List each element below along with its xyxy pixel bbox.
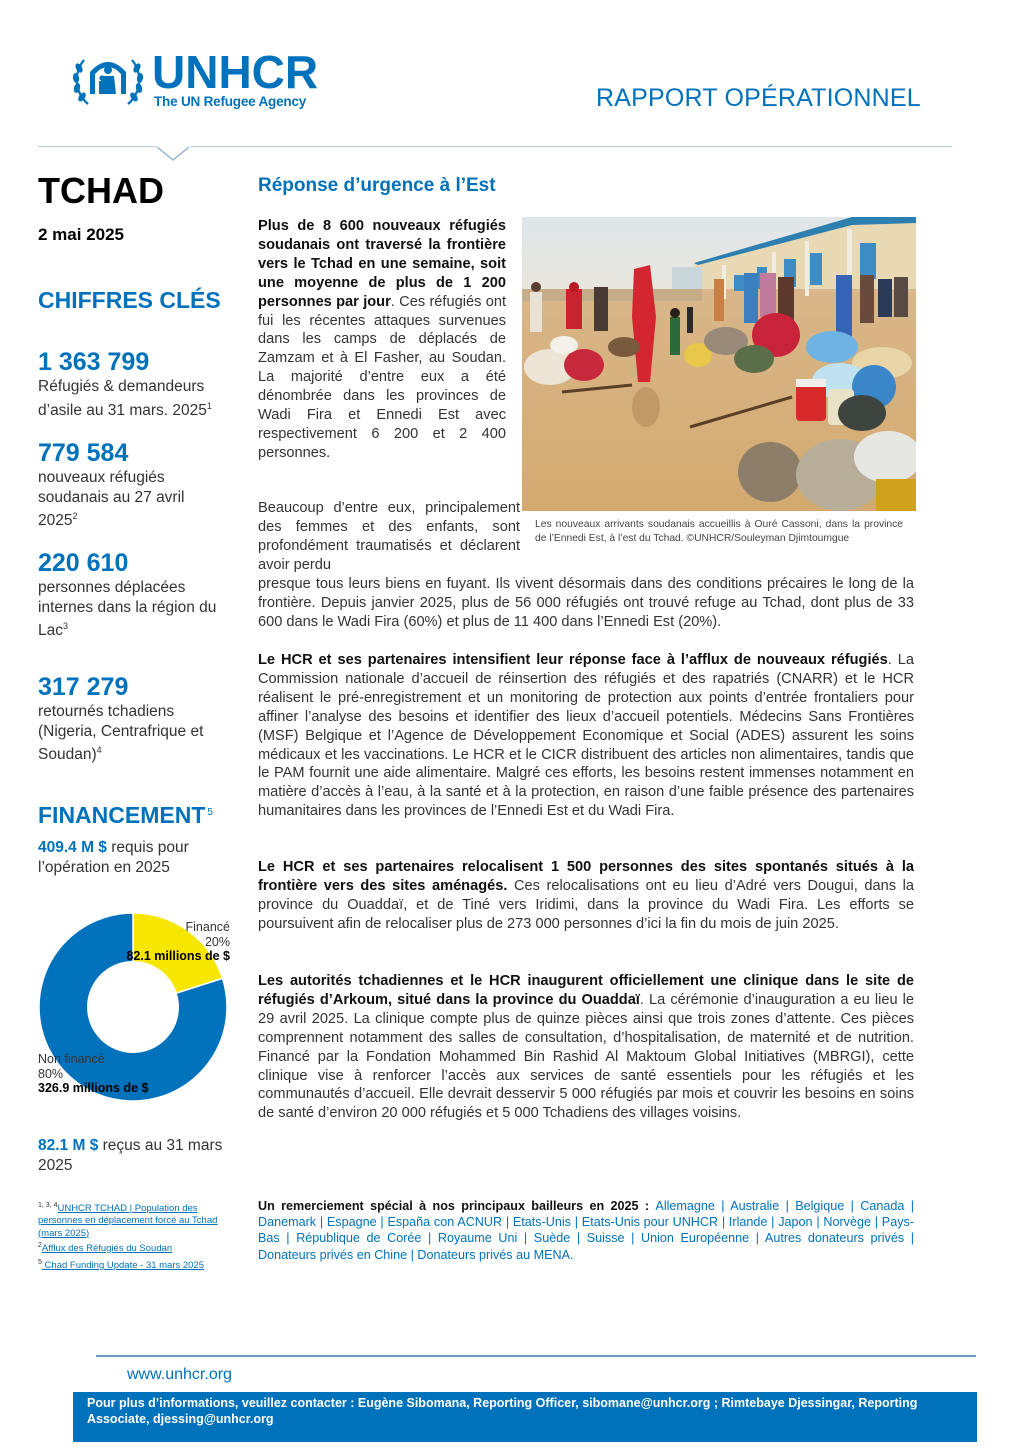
donor-item: Norvège [823, 1215, 871, 1230]
donor-separator: | [718, 1215, 729, 1230]
donor-separator: | [904, 1231, 915, 1246]
key-figure-idps [38, 548, 223, 641]
footnote-link-funding-update[interactable]: Chad Funding Update - 31 mars 2025 [41, 1260, 205, 1272]
paragraph-clinic: Les autorités tchadiennes et le HCR inaugurent officiellement une clinique dans le site de réfugiés d’Arkoum, situé dans la province du Ouaddaï. La cérémonie d’inauguration a eu lieu le 29 avril 2025. La clinique compte plus de quinze pièces ainsi que trois zones d’attente. Ces pièces comprennent notamment des salles de consultation, d’hospitalisation, de maternité et de nutrition. Financé par la Fondation Mohammed Bin Rashid Al Maktoum Global Initiatives (MBRGI), cette clinique vise à renforcer l’accès aux services de santé essentiels pour les réfugiés et les communautés d’accueil. Elle devrait desservir 5 000 réfugiés par mois et couvrir les besoins en soins de santé d’environ 20 000 réfugiés et 5 000 Tchadiens des villages voisins. [258, 973, 915, 1122]
donor-item: Autres donateurs privés [764, 1231, 905, 1246]
paragraph-relocation: Le HCR et ses partenaires relocalisent 1 500 personnes des sites spontanés situés à la frontière vers des sites aménagés. Ces relocalisations ont eu lieu d’Adré vers Dougui, dans la province du Ouaddaï, et de Tiné vers Iridimi, dans la province du Wadi Fira. Les efforts se poursuivent afin de relocaliser plus de 273 000 personnes d’ici la fin du mois de juin 2025. [258, 859, 914, 932]
donor-separator: | [316, 1215, 327, 1230]
donor-item: Donateurs privés en Chine [258, 1247, 408, 1262]
key-figure-value: 220 610 [38, 549, 129, 577]
key-figure-value: 1 363 799 [38, 348, 150, 376]
unhcr-emblem-icon [70, 48, 146, 112]
chevron-down-icon [156, 146, 190, 162]
donor-separator: | [812, 1215, 824, 1230]
paragraph-new-arrivals: Plus de 8 600 nouveaux réfugiés soudanais ont traversé la frontière vers le Tchad en une semaine, soit une moyenne de plus de 1 200 personnes par jour. Ces réfugiés ont fui les récentes attaques survenues dans les camps de déplacés de Zamzam et à El Fasher, au Soudan. La majorité d’entre eux a été dénombrée dans les provinces de Wadi Fira et Ennedi Est avec respectivement 6 200 et 2 400 personnes. [258, 218, 506, 461]
donor-separator: | [570, 1215, 582, 1230]
logo-tagline: The UN Refugee Agency [154, 94, 307, 109]
donors-lead: Un remerciement spécial à nos principaux bailleurs en 2025 : [258, 1199, 656, 1213]
key-figure-value: 779 584 [38, 439, 129, 467]
donut-label-unfunded: Non financé 80% 326.9 millions de $ [38, 1052, 149, 1095]
donor-separator: | [779, 1199, 796, 1213]
donor-item: République de Corée [296, 1231, 422, 1246]
logo-wordmark: UNHCR [152, 46, 319, 98]
donor-item: Etats-Unis [512, 1215, 571, 1230]
donors-acknowledgement [258, 1198, 914, 1263]
unhcr-website-link[interactable]: www.unhcr.org [127, 1366, 232, 1383]
funding-received: 82.1 M $ reçus au 31 mars 2025 [38, 1137, 223, 1174]
donor-item: Pays-Bas [258, 1215, 914, 1246]
paragraph-trauma-part2: presque tous leurs biens en fuyant. Ils vivent désormais dans des conditions précaires le long de la frontière. Depuis janvier 2025, plus de 56 000 réfugiés ont trouvé refuge au Tchad, dont plus de 33 600 dans le Wadi Fira (60%) et plus de 11 400 dans l’Ennedi Est (20%). [258, 576, 914, 630]
footer-divider [96, 1355, 976, 1357]
key-figure-new-refugees [38, 438, 213, 531]
donor-item: Allemagne [655, 1199, 715, 1213]
donor-separator: | [279, 1231, 297, 1246]
donor-item: Suède [533, 1231, 571, 1246]
donor-item: España con ACNUR [387, 1215, 503, 1230]
key-figure-label: retournés tchadiens (Nigeria, Centrafrique et Soudan)$^4$ [38, 703, 204, 764]
donut-label-funded: Financé 20% 82.1 millions de $ [126, 920, 230, 963]
key-figure-value: 317 279 [38, 673, 129, 701]
report-date: 2 mai 2025 [38, 225, 125, 244]
donor-item: Australie [730, 1199, 780, 1213]
donor-item: Japon [778, 1215, 813, 1230]
funding-required: 409.4 M $ requis pour l’opération en 2025 [38, 839, 189, 876]
donor-separator: | [407, 1247, 418, 1262]
footnote-1: $^{1, 3, 4}$UNHCR TCHAD | Population des personnes en déplacement forcé au Tchad (mars 2025) [38, 1202, 218, 1239]
footnote-link-afflux[interactable]: Afflux des Réfugiés du Soudan [41, 1242, 173, 1254]
donor-item: Irlande [728, 1215, 768, 1230]
donor-item: Suisse [586, 1231, 625, 1246]
contact-text: Pour plus d’informations, veuillez contacter : Eugène Sibomana, Reporting Officer, sibomane@unhcr.org ; Rimtebaye Djessingar, Reporting Associate, djessing@unhcr.org [87, 1396, 918, 1426]
key-figure-label: Réfugiés & demandeurs d’asile au 31 mars. 2025$^1$ [38, 378, 212, 419]
donor-item: Espagne [326, 1215, 377, 1230]
donor-separator: | [570, 1231, 587, 1246]
footnote-link-population[interactable]: UNHCR TCHAD | Population des personnes en déplacement forcé au Tchad (mars 2025) [38, 1203, 218, 1239]
donor-separator: | [904, 1199, 914, 1213]
unhcr-logo [70, 48, 340, 112]
country-title: TCHAD [38, 170, 164, 211]
donor-item: Donateurs privés au MENA. [417, 1247, 574, 1262]
donor-item: Canada [860, 1199, 905, 1213]
donor-separator: | [870, 1215, 882, 1230]
footnote-5: $^5$ Chad Funding Update - 31 mars 2025 [38, 1259, 205, 1272]
donor-item: Union Européenne [641, 1231, 750, 1246]
report-title: RAPPORT OPÉRATIONNEL [596, 84, 921, 112]
key-figure-label: nouveaux réfugiés soudanais au 27 avril 2025$^2$ [38, 469, 185, 530]
donor-separator: | [517, 1231, 534, 1246]
footnotes [38, 1200, 228, 1272]
donor-separator: | [767, 1215, 779, 1230]
photo-caption: Les nouveaux arrivants soudanais accueillis à Ouré Cassoni, dans la province de l’Ennedi Est, à l’est du Tchad. ©UNHCR/Souleyman Djimtoumgue [535, 519, 903, 544]
key-figures-heading: CHIFFRES CLÉS [38, 287, 221, 313]
refugee-arrival-photo [522, 217, 916, 511]
key-figure-returnees [38, 672, 233, 765]
contact-banner [73, 1392, 977, 1442]
donor-item: Royaume Uni [437, 1231, 518, 1246]
donor-separator: | [376, 1215, 388, 1230]
donor-item: Danemark [258, 1215, 317, 1230]
donor-item: Belgique [795, 1199, 845, 1213]
key-figure-label: personnes déplacées internes dans la région du Lac$^3$ [38, 579, 217, 640]
paragraph-trauma-part1: Beaucoup d’entre eux, principalement des femmes et des enfants, sont profondément traumatisés et déclarent avoir perdu [258, 500, 520, 573]
donor-item: Etats-Unis pour UNHCR [581, 1215, 719, 1230]
section-heading: Réponse d’urgence à l’Est [258, 175, 496, 196]
donor-separator: | [749, 1231, 765, 1246]
key-figure-refugees [38, 347, 238, 420]
donor-separator: | [502, 1215, 513, 1230]
donor-separator: | [844, 1199, 861, 1213]
funding-heading: FINANCEMENT $^5$ [38, 802, 213, 828]
footnote-2: $^2$Afflux des Réfugiés du Soudan [38, 1241, 173, 1254]
photo-image [522, 217, 916, 511]
donor-separator: | [624, 1231, 641, 1246]
paragraph-response: Le HCR et ses partenaires intensifient leur réponse face à l’afflux de nouveaux réfugiés. La Commission nationale d’accueil de réinsertion des réfugiés et des rapatriés (CNARR) et le HCR réalisent le pré-enregistrement et un monitoring de protection aux points d’entrée frontaliers pour affiner l’analyse des besoins et identifier des lieux d’accueil potentiels. Médecins Sans Frontières (MSF) Belgique et l’Agence de Développement Economique et Social (ADES) assurent les soins médicaux et les vaccinations. Le HCR et le CICR distribuent des articles non alimentaires, tandis que le PAM fournit une aide alimentaire. Malgré ces efforts, les besoins restent immenses notamment en matière d’accès à l’eau, à la santé et à la protection, en raison d’une faible présence des partenaires humanitaires dans les provinces de l’Ennedi Est et du Wadi Fira. [258, 652, 914, 820]
donor-separator: | [714, 1199, 731, 1213]
donor-separator: | [421, 1231, 438, 1246]
